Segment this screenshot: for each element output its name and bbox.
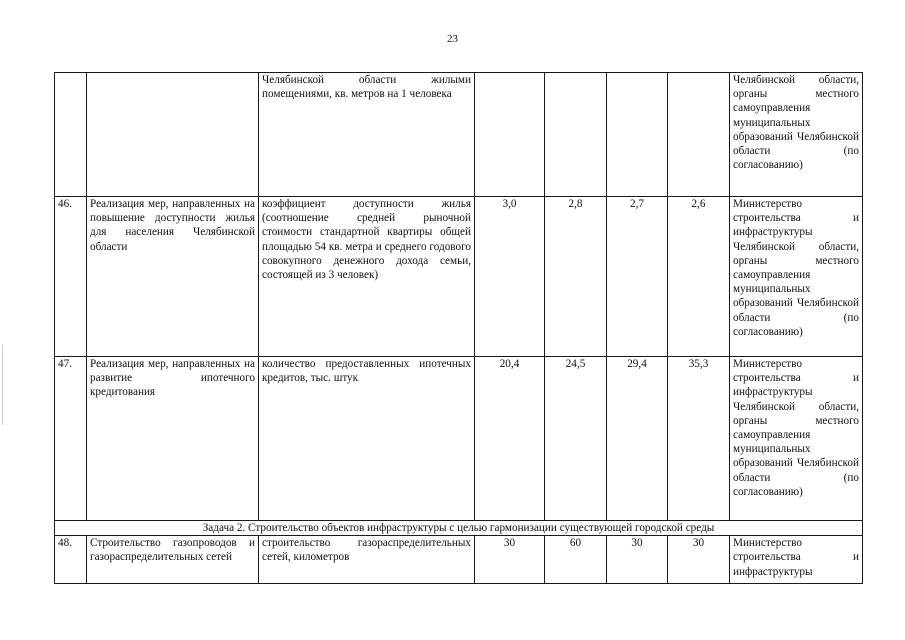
row-number: 46. — [55, 197, 87, 357]
responsible-cell: Министерство строительства и инфраструктуры Челябинской области, органы местного самоуправления муниципальных образований Челябинской области (по согласованию) — [730, 357, 863, 521]
value-cell-3: 2,7 — [607, 197, 668, 357]
activity-cell: Строительство газопроводов и газораспределительных сетей — [87, 536, 259, 584]
value-cell-2: 60 — [545, 536, 607, 584]
responsible-cell: Челябинской области, органы местного самоуправления муниципальных образований Челябинской области (по согласованию) — [730, 73, 863, 197]
table-row — [55, 197, 863, 357]
indicator-cell: коэффициент доступности жилья (соотношение средней рыночной стоимости стандартной квартиры общей площадью 54 кв. метра и среднего годового совокупного денежного дохода семьи, состоящей из 3 человек) — [259, 197, 475, 357]
table-row — [55, 536, 863, 584]
task-heading: Задача 2. Строительство объектов инфраструктуры с целью гармонизации существующей городской среды — [55, 521, 863, 536]
value-cell-1: 3,0 — [475, 197, 545, 357]
indicator-cell: строительство газораспределительных сетей, километров — [259, 536, 475, 584]
value-cell-3: 30 — [607, 536, 668, 584]
value-cell-1: 20,4 — [475, 357, 545, 521]
value-cell-3 — [607, 73, 668, 197]
responsible-cell: Министерство строительства и инфраструктуры — [730, 536, 863, 584]
table-row — [55, 73, 863, 197]
responsible-cell: Министерство строительства и инфраструктуры Челябинской области, органы местного самоуправления муниципальных образований Челябинской области (по согласованию) — [730, 197, 863, 357]
value-cell-4: 2,6 — [668, 197, 730, 357]
margin-rule — [2, 345, 3, 425]
value-cell-1: 30 — [475, 536, 545, 584]
row-number: 48. — [55, 536, 87, 584]
value-cell-4: 35,3 — [668, 357, 730, 521]
page-number: 23 — [447, 33, 458, 45]
indicator-cell: Челябинской области жилыми помещениями, кв. метров на 1 человека — [259, 73, 475, 197]
value-cell-1 — [475, 73, 545, 197]
value-cell-2 — [545, 73, 607, 197]
value-cell-4: 30 — [668, 536, 730, 584]
table-row — [55, 357, 863, 521]
value-cell-3: 29,4 — [607, 357, 668, 521]
task-heading-row — [55, 521, 863, 536]
value-cell-2: 2,8 — [545, 197, 607, 357]
activity-cell — [87, 73, 259, 197]
value-cell-2: 24,5 — [545, 357, 607, 521]
indicators-table — [54, 72, 863, 584]
row-number — [55, 73, 87, 197]
indicator-cell: количество предоставленных ипотечных кредитов, тыс. штук — [259, 357, 475, 521]
activity-cell: Реализация мер, направленных на повышение доступности жилья для населения Челябинской области — [87, 197, 259, 357]
row-number: 47. — [55, 357, 87, 521]
activity-cell: Реализация мер, направленных на развитие ипотечного кредитования — [87, 357, 259, 521]
value-cell-4 — [668, 73, 730, 197]
